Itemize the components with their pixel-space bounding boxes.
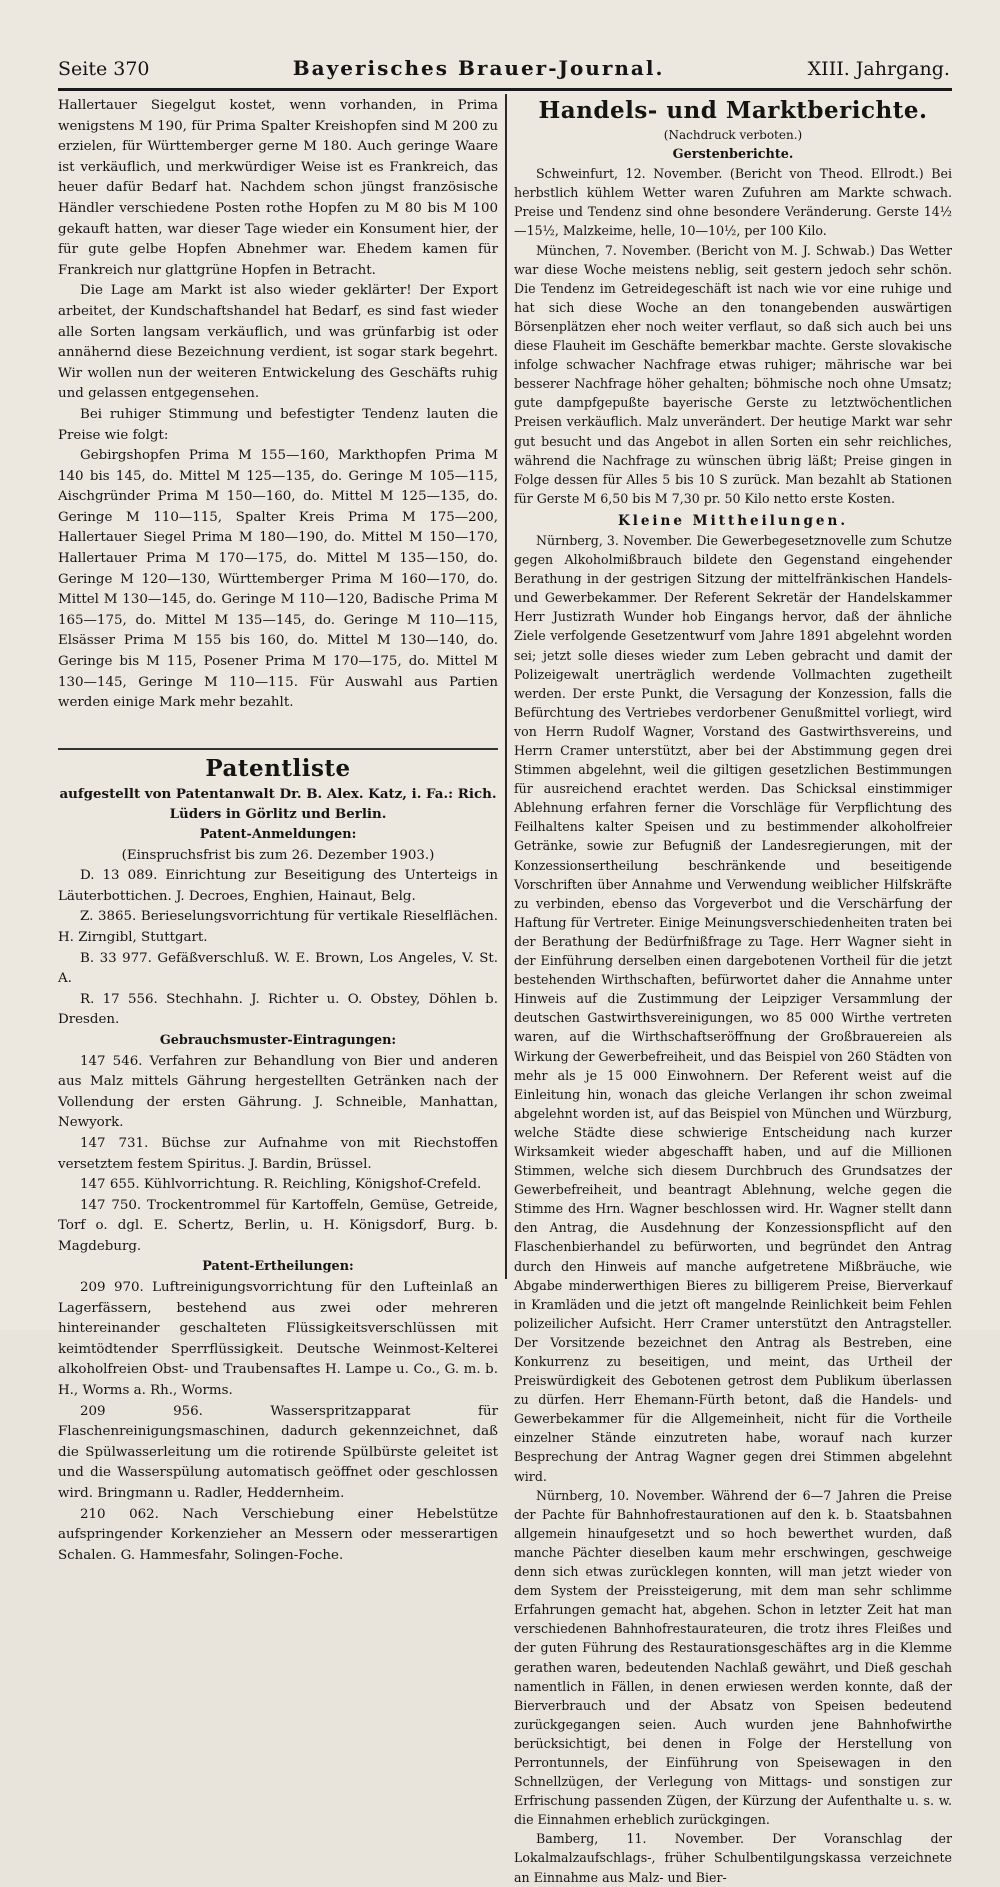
news-nuernberg-1: Nürnberg, 3. November. Die Gewerbegesetznovelle zum Schutze gegen Alkoholmißbrauch bildete den Gegenstand eingehender Berathung in der gestrigen Sitzung der mittelfränkischen Handels- und Gewerbekammer. Der Referent Sekretär der Handelskammer Herr Justizrath Wunder hob Eingangs hervor, daß der ähnliche Ziele verfolgende Gesetzentwurf vom Jahre 1891 abgelehnt worden sei; jetzt solle dieses wieder zum Leben gebracht und damit der Polizeigewalt unerträglich werdende Vollmachten zugetheilt werden. Der erste Punkt, die Versagung der Konzession, falls die Befürchtung des Vertriebes verdorbener Genußmittel vorliegt, wird von Herrn Rudolf Wagner, Vorstand des Gastwirthsvereins, und Herrn Cramer unterstützt, aber bei der Abstimmung gegen drei Stimmen abgelehnt, weil die giltigen gesetzlichen Bestimmungen für ausreichend erachtet werden. Das Schicksal einstimmiger Ablehnung erfahren ferner die Vorschläge für Verpflichtung des Feilhaltens kalter Speisen und zu bestimmender alkoholfreier Getränke, sowie zur Befugniß der Landesregierungen, mit der Konzessionsertheilung beschränkende und beseitigende Vorschriften über Annahme und Verwendung weiblicher Hilfskräfte zu verbinden, ebenso das Vorgeverbot und die Verschärfung der Haftung für Vertreter. Einige Meinungsverschiedenheiten traten bei der Berathung der Bedürfnißfrage zu Tage. Herr Wagner sieht in der Einführung derselben einen dargebotenen Vortheil für die jetzt bestehenden Wirthschaften, befürwortet daher die Annahme unter Hinweis auf die Zustimmung der Leipziger Versammlung der deutschen Gastwirthsvereinigungen, wo 85 000 Wirthe vertreten waren, auf die Wirthschaftseröffnung der Großbrauereien als Wirkung der Gewerbefreiheit, und das Beispiel von 260 Städten von mehr als je 15 000 Einwohnern. Der Referent weist auf die Einleitung hin, wonach das gleiche Verlangen ihr schon zweimal abgelehnt worden ist, auf das Beispiel von München und Würzburg, welche Städte diese schwierige Entscheidung nach kurzer Wirksamkeit wieder abgeschafft haben, und auf die Millionen Stimmen, welche sich diesem Durchbruch des Grundsatzes der Gewerbefreiheit, und beantragt Ablehnung, welche gegen die Stimme des Hrn. Wagner beschlossen wird. Hr. Wagner stellt dann den Antrag, die Ausdehnung der Konzessionspflicht auf den Flaschenbierhandel zu befürworten, und begründet den Antrag durch den Hinweis auf manche aufgetretene Mißbräuche, wie Abgabe minderwerthigen Bieres zu billigerem Preise, Bierverkauf in Kramläden und die jetzt oft mangelnde Reinlichkeit beim Fehlen polizeilicher Aufsicht. Herr Cramer unterstützt den Antragsteller. Der Vorsitzende bezeichnet den Antrag als Bestreben, eine Konkurrenz zu beseitigen, und meint, das Urtheil der Preiswürdigkeit des Gebotenen getrost dem Publikum überlassen zu dürfen. Herr Ehemann-Fürth betont, daß die Handels- und Gewerbekammer für die Allgemeinheit, nicht für die Vortheile einzelner Stände einzutreten habe, worauf nach kurzer Besprechung der Antrag Wagner gegen drei Stimmen abgelehnt wird. — [514, 532, 952, 1484]
ertheilung-entry: 210 062. Nach Verschiebung einer Hebelstütze aufspringender Korkenzieher an Messern oder messerartigen Schalen. G. Hammesfahr, Solingen-Foche. — [58, 1506, 498, 1563]
patent-entry: R. 17 556. Stechhahn. J. Richter u. O. Obstey, Döhlen b. Dresden. — [58, 991, 498, 1028]
hop-price-list: Gebirgshopfen Prima M 155—160, Markthopfen Prima M 140 bis 145, do. Mittel M 125—135, do. Geringe M 105—115, Aischgründer Prima M 150—160, do. Mittel M 125—135, do. Geringe M 110—115, Spalter Kreis Prima M 175—200, Hallertauer Siegel Prima M 180—190, do. Mittel M 150—170, Hallertauer Prima M 170—175, do. Mittel M 135—150, do. Geringe M 120—130, Württemberger Prima M 160—170, do. Mittel M 130—145, do. Geringe M 110—120, Badische Prima M 165—175, do. Mittel M 135—145, do. Geringe M 110—115, Elsässer Prima M 155 bis 160, do. Mittel M 130—140, do. Geringe bis M 115, Posener Prima M 170—175, do. Mittel M 130—145, Geringe M 110—115. Für Auswahl aus Partien werden einige Mark mehr bezahlt. — [58, 448, 498, 711]
page-header — [58, 56, 950, 92]
right-column — [514, 96, 952, 1887]
market-reports-title: Handels- und Marktberichte. — [538, 97, 928, 124]
barley-reports-heading: Gerstenberichte. — [672, 147, 794, 163]
anmeldungen-heading: Patent-Anmeldungen: — [199, 827, 357, 842]
journal-title: Bayerisches Brauer-Journal. — [292, 56, 665, 80]
column-divider — [505, 94, 507, 1279]
hop-report-paragraph: Die Lage am Markt ist also wieder geklärter! Der Export arbeitet, der Kundschaftshandel hat Bedarf, es sind fast wieder alle Sorten langsam verkäuflich, und was grünfarbig ist oder annähernd diese Bezeichnung verdient, ist sogar stark begehrt. Wir wollen nun der weiteren Entwickelung des Geschäfts ruhig und gelassen entgegensehen. — [58, 283, 498, 402]
einspruch-note: (Einspruchsfrist bis zum 26. Dezember 1903.) — [121, 847, 435, 863]
gebrauchsmuster-entry: 147 546. Verfahren zur Behandlung von Bier und anderen aus Malz mittels Gährung hergestellten Getränken nach der Vollendung der ersten Gährung. J. Schneible, Manhattan, Newyork. — [58, 1053, 498, 1131]
patent-entry: Z. 3865. Berieselungsvorrichtung für vertikale Rieselflächen. H. Zirngibl, Stuttgart. — [58, 909, 498, 945]
left-column — [58, 96, 498, 1566]
hop-report-paragraph: Bei ruhiger Stimmung und befestigter Tendenz lauten die Preise wie folgt: — [58, 406, 498, 443]
news-bamberg: Bamberg, 11. November. Der Voranschlag der Lokalmalzaufschlags-, früher Schulbentilgungskassa verzeichnete an Einnahme aus Malz- und Bier- — [514, 1831, 952, 1885]
gebrauchsmuster-entry: 147 750. Trockentrommel für Kartoffeln, Gemüse, Getreide, Torf o. dgl. E. Schertz, Berlin, u. H. Königsdorf, Burg. b. Magdeburg. — [58, 1197, 498, 1254]
patent-entry: D. 13 089. Einrichtung zur Beseitigung des Unterteigs in Läuterbottichen. J. Decroes, Enghien, Hainaut, Belg. — [58, 868, 498, 904]
volume-label: XIII. Jahrgang. — [807, 58, 950, 80]
gebrauchsmuster-entry: 147 731. Büchse zur Aufnahme von mit Riechstoffen versetztem festem Spiritus. J. Bardin, Brüssel. — [58, 1135, 498, 1172]
hop-report-paragraph: Hallertauer Siegelgut kostet, wenn vorhanden, in Prima wenigstens M 190, für Prima Spalter Kreishopfen sind M 200 zu erzielen, für Württemberger gerne M 180. Auch geringe Waare ist verkäuflich, und merkwürdiger Weise ist es Frankreich, das heuer dafür Bedarf hat. Nachdem schon jüngst französische Händler verschiedene Posten rothe Hopfen zu M 80 bis M 100 gekauft hatten, war dieser Tage wieder ein Konsument hier, der für gute gelbe Hopfen Abnehmer war. Ehedem kamen für Frankreich nur glattgrüne Hopfen in Betracht. — [58, 98, 498, 278]
reprint-notice: (Nachdruck verboten.) — [663, 128, 803, 142]
patent-list-title: Patentliste — [205, 754, 351, 782]
ertheilung-entry: 209 970. Luftreinigungsvorrichtung für den Lufteinlaß an Lagerfässern, bestehend aus zwei oder mehreren hintereinander geschalteten Flüssigkeitsverschlüssen mit keimtödtender Sperrflüssigkeit. Deutsche Weinmost-Kelterei alkoholfreien Obst- und Traubensaftes H. Lampe u. Co., G. m. b. H., Worms a. Rh., Worms. — [58, 1280, 498, 1399]
section-rule — [58, 748, 498, 750]
news-nuernberg-2: Nürnberg, 10. November. Während der 6—7 Jahren die Preise der Pachte für Bahnhofrestaurationen auf den k. b. Staatsbahnen allgemein hinaufgesetzt und so hoch bewerthet wurden, daß manche Pächter dieselben kaum mehr erschwingen, geschweige denn sich etwas zurücklegen konnten, will man jetzt wieder von dem System der Preissteigerung, mit dem man sehr schlimme Erfahrungen gemacht hat, abgehen. Schon in letzter Zeit hat man verschiedenen Bahnhofrestaurateuren, die trotz ihres Fleißes und der guten Führung des Restaurationsgeschäftes arg in die Klemme gerathen waren, bedeutenden Nachlaß gewährt, und Dieß geschah namentlich in Fällen, in denen erwiesen werden konnte, daß der Bierverbrauch und der Absatz von Speisen bedeutend zurückgegangen seien. Auch wurden jene Bahnhofwirthe berücksichtigt, bei denen in Folge der Herstellung von Perrontunnels, der Einführung von Speisewagen in den Schnellzügen, der Verlegung von Mittags- und sonstigen zur Erfrischung passenden Zügen, der Kürzung der Aufenthalte u. s. w. die Einnahmen erheblich zurückgingen. — [514, 1487, 952, 1828]
ertheilung-entry: 209 956. Wasserspritzapparat für Flaschenreinigungsmaschinen, dadurch gekennzeichnet, daß die Spülwasserleitung um die rotirende Spülbürste geleitet ist und die Wasserspülung automatisch geöffnet oder geschlossen wird. Bringmann u. Radler, Heddernheim. — [58, 1403, 498, 1501]
short-news-heading: Kleine Mittheilungen. — [617, 512, 849, 529]
report-muenchen: München, 7. November. (Bericht von M. J. Schwab.) Das Wetter war diese Woche meistens neblig, seit gestern jedoch sehr schön. Die Tendenz im Getreidegeschäft ist nach wie vor eine ruhige und hat sich diese Woche an den tonangebenden auswärtigen Börsenplätzen eher noch weiter verflaut, so daß sich auch bei uns diese Flauheit im Geschäfte bemerkbar machte. Gerste slovakische infolge schwacher Nachfrage etwas ruhiger; mährische war bei besserer Nachfrage höher gehalten; böhmische noch ohne Umsatz; gute dampfgepußte bayerische Gerste zu letztwöchentlichen Preisen verkäuflich. Malz unverändert. Der heutige Markt war sehr gut besucht und das Angebot in allen Sorten ein sehr reichliches, während die Nachfrage zu wünschen übrig läßt; Preise gingen in Folge dessen für Alles 5 bis 10 S zurück. Man bezahlt ab Stationen für Gerste M 6,50 bis M 7,30 pr. 50 Kilo netto erste Kosten. — [514, 242, 952, 506]
patent-list-author: aufgestellt von Patentanwalt Dr. B. Alex. Katz, i. Fa.: Rich. Lüders in Görlitz und Berlin. — [59, 785, 497, 823]
gebrauchsmuster-entry: 147 655. Kühlvorrichtung. R. Reichling, Königshof-Crefeld. — [80, 1177, 482, 1193]
page-number: Seite 370 — [58, 58, 150, 80]
header-rule — [58, 88, 952, 91]
ertheilungen-heading: Patent-Ertheilungen: — [202, 1259, 354, 1275]
gebrauchsmuster-heading: Gebrauchsmuster-Eintragungen: — [159, 1032, 397, 1048]
report-schweinfurt: Schweinfurt, 12. November. (Bericht von Theod. Ellrodt.) Bei herbstlich kühlem Wetter waren Zufuhren am Markte schwach. Preise und Tendenz sind ohne besondere Veränderung. Gerste 14½—15½, Malzkeime, helle, 10—10½, per 100 Kilo. — [514, 166, 952, 239]
patent-entry: B. 33 977. Gefäßverschluß. W. E. Brown, Los Angeles, V. St. A. — [58, 950, 498, 987]
